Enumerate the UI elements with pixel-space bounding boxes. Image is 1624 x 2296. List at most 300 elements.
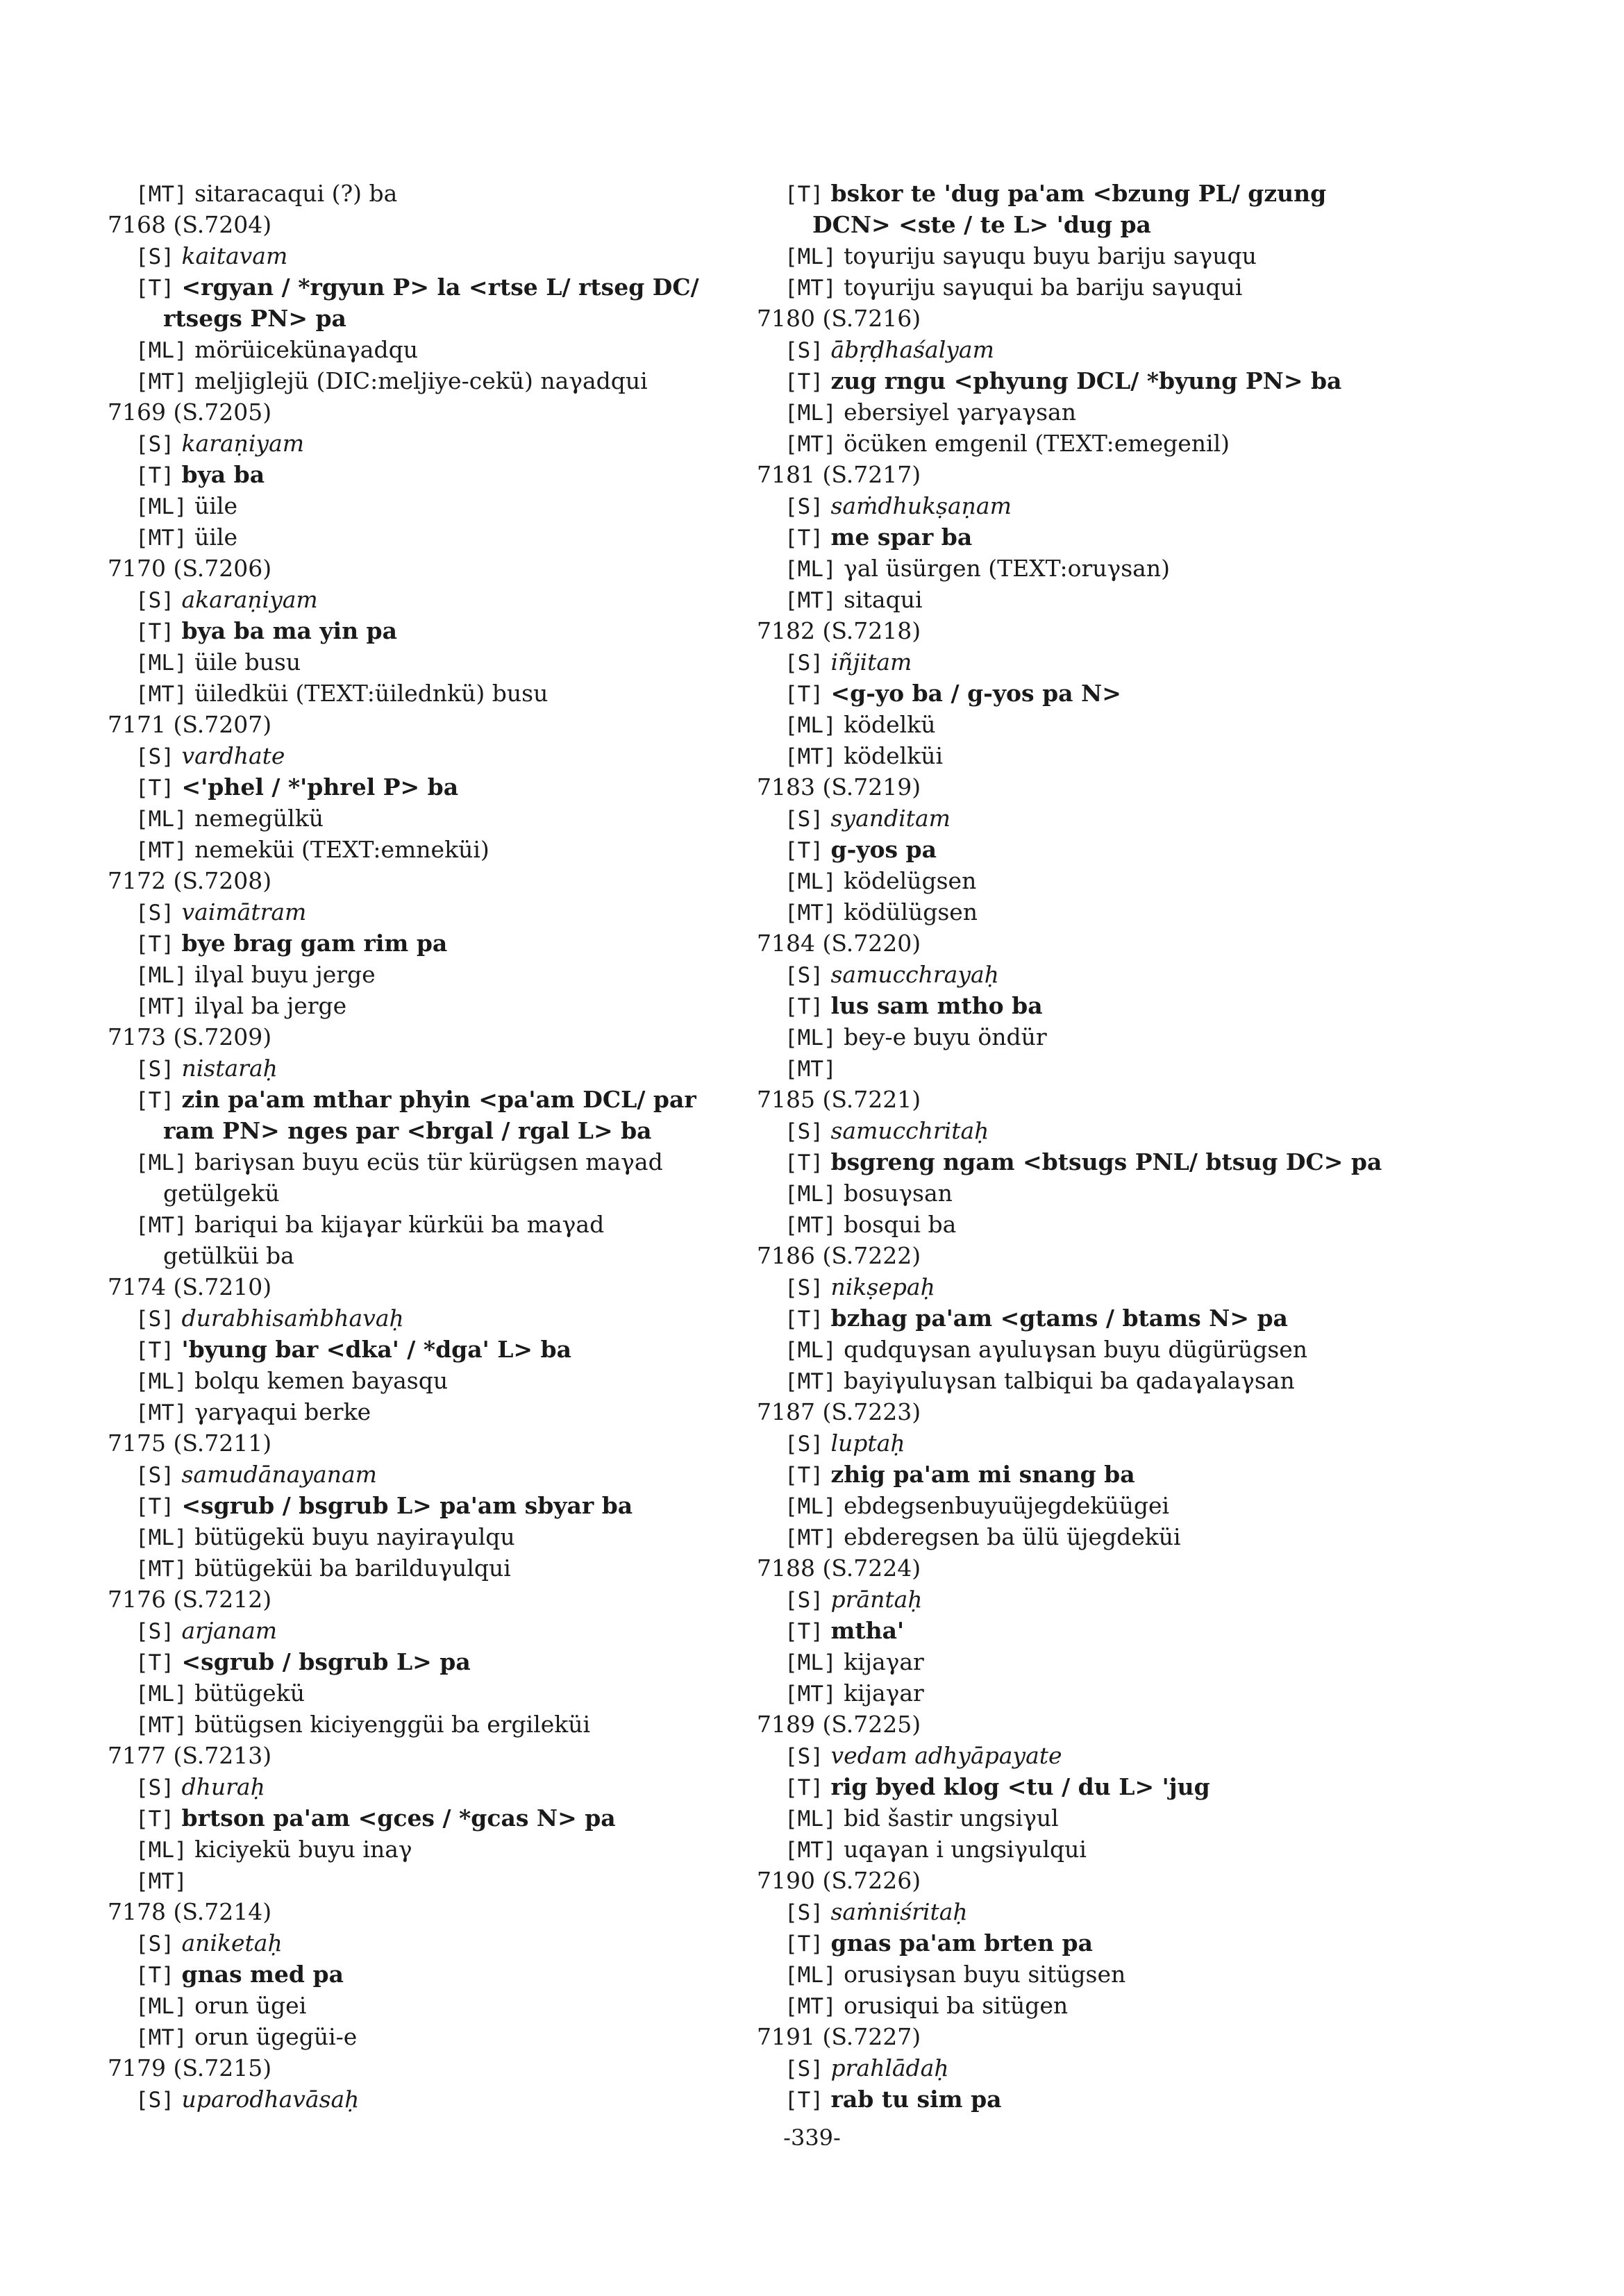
field-value: sitaracaqui (?) ba	[194, 180, 398, 207]
entry-field	[757, 1740, 1416, 1771]
entry-field	[757, 1802, 1416, 1834]
field-value: bey-e buyu öndür	[844, 1023, 1047, 1050]
field-value: orusiqui ba sitügen	[844, 1992, 1069, 2019]
entry-field	[757, 865, 1416, 896]
field-value: 7177 (S.7213)	[108, 1742, 272, 1769]
entry-field	[108, 740, 733, 771]
entry-number	[108, 1427, 733, 1459]
entry-number	[108, 1584, 733, 1615]
entry-field	[108, 1209, 733, 1240]
field-tag: [S]	[785, 1900, 823, 1925]
entry-field	[108, 1459, 733, 1490]
field-value: rtsegs PN> pa	[163, 305, 346, 332]
field-value: 7186 (S.7222)	[757, 1242, 921, 1269]
entry-number	[757, 459, 1416, 490]
entry-field	[108, 1834, 733, 1865]
field-value: zin pa'am mthar phyin <pa'am DCL/ par	[181, 1086, 696, 1113]
field-value: orusiγsan buyu sitügsen	[844, 1961, 1126, 1988]
entry-field	[757, 1178, 1416, 1209]
field-tag: [ML]	[785, 1025, 837, 1050]
entry-field	[757, 1615, 1416, 1646]
entry-field	[108, 1865, 733, 1896]
entry-field	[757, 1834, 1416, 1865]
field-value: 7188 (S.7224)	[757, 1555, 921, 1582]
field-tag: [MT]	[785, 276, 837, 301]
field-tag: [ML]	[785, 869, 837, 894]
field-value: nemegülkü	[194, 805, 324, 832]
field-value: <g-yo ba / g-yos pa N>	[830, 680, 1121, 707]
field-tag: [T]	[135, 276, 174, 301]
field-value: akaraṇiyam	[181, 586, 318, 613]
field-tag: [MT]	[135, 1400, 187, 1425]
field-tag: [S]	[135, 432, 174, 457]
field-tag: [ML]	[785, 713, 837, 738]
field-value: prahlādaḥ	[830, 2054, 949, 2081]
field-value: getülküi ba	[163, 1242, 294, 1269]
field-tag: [S]	[135, 588, 174, 613]
field-tag: [T]	[135, 619, 174, 644]
field-value: <'phel / *'phrel P> ba	[181, 773, 459, 801]
entry-field	[757, 1115, 1416, 1146]
entry-field	[108, 1302, 733, 1334]
entry-field	[108, 240, 733, 271]
field-value: γal üsürgen (TEXT:oruγsan)	[844, 555, 1170, 582]
entry-field	[108, 1709, 733, 1740]
entry-field	[757, 490, 1416, 521]
field-tag: [S]	[135, 1775, 174, 1800]
field-tag: [ML]	[135, 338, 187, 363]
entry-field	[108, 490, 733, 521]
entry-field	[757, 1302, 1416, 1334]
field-tag: [S]	[785, 807, 823, 832]
field-value: 7182 (S.7218)	[757, 617, 921, 644]
field-value: bütügekü	[194, 1679, 305, 1707]
field-tag: [MT]	[785, 1213, 837, 1238]
entry-field	[757, 1209, 1416, 1240]
field-tag: [MT]	[785, 1525, 837, 1550]
field-tag: [ML]	[135, 1838, 187, 1863]
field-value: 7175 (S.7211)	[108, 1430, 272, 1457]
field-value: mtha'	[830, 1617, 905, 1644]
field-tag: [S]	[135, 2088, 174, 2113]
entry-field	[757, 1677, 1416, 1709]
entry-field	[757, 1959, 1416, 1990]
field-tag: [ML]	[785, 1338, 837, 1363]
field-value: öcüken emgenil (TEXT:emegenil)	[844, 430, 1230, 457]
field-tag: [T]	[135, 932, 174, 957]
field-value: nikṣepaḥ	[830, 1273, 935, 1300]
entry-field	[757, 178, 1416, 209]
entry-number	[108, 1021, 733, 1053]
entry-continuation	[108, 1178, 733, 1209]
entry-field	[757, 271, 1416, 303]
field-value: ram PN> nges par <brgal / rgal L> ba	[163, 1117, 652, 1144]
field-value: üile	[194, 523, 238, 551]
entry-field	[108, 521, 733, 553]
field-value: γarγaqui berke	[194, 1398, 371, 1425]
entry-field	[757, 334, 1416, 365]
entry-number	[757, 1240, 1416, 1271]
field-tag: [T]	[135, 1807, 174, 1832]
field-tag: [S]	[785, 338, 823, 363]
entry-number	[108, 209, 733, 240]
field-tag: [S]	[785, 494, 823, 519]
entry-continuation	[757, 209, 1416, 240]
entry-field	[757, 896, 1416, 928]
entry-field	[108, 1521, 733, 1552]
entry-number	[108, 1896, 733, 1927]
field-tag: [T]	[135, 463, 174, 488]
field-tag: [S]	[785, 1744, 823, 1769]
entry-field	[757, 740, 1416, 771]
entry-field	[757, 1584, 1416, 1615]
field-value: rab tu sim pa	[830, 2086, 1002, 2113]
field-tag: [T]	[785, 1150, 823, 1175]
field-tag: [MT]	[135, 1557, 187, 1582]
field-tag: [MT]	[785, 1838, 837, 1863]
entry-field	[757, 1427, 1416, 1459]
field-value: bayiγuluγsan talbiqui ba qadaγalaγsan	[844, 1367, 1295, 1394]
field-tag: [ML]	[135, 1682, 187, 1707]
field-value: aniketaḥ	[181, 1929, 283, 1956]
field-tag: [S]	[135, 900, 174, 925]
field-value: bariqui ba kijaγar kürküi ba maγad	[194, 1211, 605, 1238]
field-value: bolqu kemen bayasqu	[194, 1367, 449, 1394]
field-tag: [ML]	[785, 401, 837, 426]
field-tag: [T]	[785, 369, 823, 394]
entry-field	[108, 1053, 733, 1084]
entry-field	[757, 678, 1416, 709]
field-tag: [ML]	[135, 494, 187, 519]
field-tag: [MT]	[785, 1682, 837, 1707]
field-value: vedam adhyāpayate	[830, 1742, 1062, 1769]
field-value: uqaγan i ungsiγulqui	[844, 1836, 1087, 1863]
field-tag: [S]	[785, 1119, 823, 1144]
entry-field	[757, 1459, 1416, 1490]
field-tag: [S]	[135, 1463, 174, 1488]
entry-field	[108, 428, 733, 459]
entry-field	[757, 1146, 1416, 1178]
field-value: nistaraḥ	[181, 1055, 278, 1082]
field-tag: [ML]	[785, 1807, 837, 1832]
entry-field	[108, 334, 733, 365]
field-value: üile	[194, 492, 238, 519]
field-value: 7168 (S.7204)	[108, 211, 272, 238]
field-value: uparodhavāsaḥ	[181, 2086, 360, 2113]
field-value: samucchrayaḥ	[830, 961, 999, 988]
entry-field	[757, 240, 1416, 271]
entry-continuation	[108, 1115, 733, 1146]
entry-field	[757, 803, 1416, 834]
field-value: gnas med pa	[181, 1961, 344, 1988]
field-tag: [ML]	[135, 1525, 187, 1550]
field-value: qudquγsan aγuluγsan buyu dügürügsen	[844, 1336, 1308, 1363]
field-value: bütügekü buyu nayiraγulqu	[194, 1523, 515, 1550]
entry-field	[108, 271, 733, 303]
entry-continuation	[108, 1240, 733, 1271]
field-value: 7178 (S.7214)	[108, 1898, 272, 1925]
field-value: <sgrub / bsgrub L> pa	[181, 1648, 471, 1675]
field-tag: [T]	[785, 1463, 823, 1488]
entry-number	[108, 1271, 733, 1302]
field-value: vardhate	[181, 742, 285, 769]
field-value: 7181 (S.7217)	[757, 461, 921, 488]
entry-field	[108, 990, 733, 1021]
entry-field	[108, 803, 733, 834]
entry-field	[757, 1896, 1416, 1927]
field-value: vaimātram	[181, 898, 307, 925]
entry-number	[108, 709, 733, 740]
entry-number	[108, 2052, 733, 2084]
field-tag: [T]	[785, 526, 823, 551]
entry-field	[108, 365, 733, 396]
field-tag: [MT]	[135, 1213, 187, 1238]
entry-field	[108, 2084, 733, 2115]
field-value: 7173 (S.7209)	[108, 1023, 272, 1050]
entry-field	[108, 1990, 733, 2021]
field-value: DCN> <ste / te L> 'dug pa	[812, 211, 1151, 238]
field-tag: [MT]	[135, 369, 187, 394]
field-tag: [ML]	[135, 1369, 187, 1394]
field-value: syanditam	[830, 805, 951, 832]
entry-field	[757, 1021, 1416, 1053]
field-value: dhuraḥ	[181, 1773, 265, 1800]
entry-number	[108, 865, 733, 896]
field-value: g-yos pa	[830, 836, 937, 863]
field-value: bsgreng ngam <btsugs PNL/ btsug DC> pa	[830, 1148, 1382, 1175]
field-tag: [MT]	[785, 744, 837, 769]
entry-field	[757, 365, 1416, 396]
field-value: 7170 (S.7206)	[108, 555, 272, 582]
field-tag: [S]	[135, 244, 174, 269]
entry-number	[757, 1709, 1416, 1740]
field-value: bosuγsan	[844, 1180, 953, 1207]
entry-field	[108, 1927, 733, 1959]
field-tag: [S]	[785, 1432, 823, 1457]
field-value: arjanam	[181, 1617, 278, 1644]
field-value: toγuriju saγuqu buyu bariju saγuqu	[844, 242, 1257, 269]
field-value: ilγal buyu jerge	[194, 961, 376, 988]
entry-field	[757, 396, 1416, 428]
entry-field	[757, 1271, 1416, 1302]
field-tag: [ML]	[785, 557, 837, 582]
field-value: 7184 (S.7220)	[757, 930, 921, 957]
field-tag: [ML]	[135, 651, 187, 676]
field-value: me spar ba	[830, 523, 973, 551]
field-tag: [T]	[785, 1775, 823, 1800]
field-value: bariγsan buyu ecüs tür kürügsen maγad	[194, 1148, 663, 1175]
field-tag: [ML]	[785, 1963, 837, 1988]
field-value: luptaḥ	[830, 1430, 905, 1457]
field-value: 7169 (S.7205)	[108, 399, 272, 426]
entry-field	[757, 2084, 1416, 2115]
entry-field	[757, 959, 1416, 990]
field-value: bya ba ma yin pa	[181, 617, 398, 644]
field-tag: [MT]	[785, 1057, 837, 1082]
field-tag: [ML]	[785, 1182, 837, 1207]
field-tag: [MT]	[135, 182, 187, 207]
field-tag: [MT]	[785, 1369, 837, 1394]
field-tag: [MT]	[785, 432, 837, 457]
entry-field	[757, 1990, 1416, 2021]
entry-field	[108, 834, 733, 865]
field-value: samudānayanam	[181, 1461, 377, 1488]
entry-field	[108, 1396, 733, 1427]
field-value: <rgyan / *rgyun P> la <rtse L/ rtseg DC/	[181, 274, 699, 301]
field-value: getülgekü	[163, 1180, 280, 1207]
field-value: durabhisaṁbhavaḥ	[181, 1305, 404, 1332]
field-value: bütügeküi ba barilduγulqui	[194, 1555, 511, 1582]
field-value: 7187 (S.7223)	[757, 1398, 921, 1425]
field-tag: [T]	[785, 182, 823, 207]
field-value: 7179 (S.7215)	[108, 2054, 272, 2081]
field-value: rig byed klog <tu / du L> 'jug	[830, 1773, 1210, 1800]
field-value: 7174 (S.7210)	[108, 1273, 272, 1300]
field-value: bye brag gam rim pa	[181, 930, 448, 957]
entry-field	[108, 1552, 733, 1584]
field-tag: [ML]	[135, 1994, 187, 2019]
field-tag: [T]	[785, 1619, 823, 1644]
entry-field	[757, 1334, 1416, 1365]
field-tag: [T]	[785, 838, 823, 863]
field-tag: [T]	[135, 1088, 174, 1113]
field-value: saṁniśritaḥ	[830, 1898, 968, 1925]
entry-field	[757, 1521, 1416, 1552]
field-value: nemeküi (TEXT:emneküi)	[194, 836, 489, 863]
field-tag: [S]	[135, 744, 174, 769]
field-value: ködelküi	[844, 742, 944, 769]
field-value: iñjitam	[830, 648, 912, 676]
field-tag: [T]	[135, 1963, 174, 1988]
field-tag: [S]	[785, 2056, 823, 2081]
entry-field	[108, 1146, 733, 1178]
field-value: orun ügei	[194, 1992, 307, 2019]
field-value: 7189 (S.7225)	[757, 1711, 921, 1738]
entry-number	[757, 1396, 1416, 1427]
entry-number	[757, 1865, 1416, 1896]
entry-field	[108, 678, 733, 709]
field-tag: [S]	[135, 1932, 174, 1956]
field-tag: [T]	[785, 2088, 823, 2113]
field-tag: [ML]	[135, 807, 187, 832]
field-value: kiciyekü buyu inaγ	[194, 1836, 412, 1863]
field-tag: [T]	[785, 994, 823, 1019]
field-tag: [MT]	[135, 682, 187, 707]
field-value: 7183 (S.7219)	[757, 773, 921, 801]
field-value: prāntaḥ	[830, 1586, 923, 1613]
field-tag: [T]	[135, 1494, 174, 1519]
entry-field	[108, 1334, 733, 1365]
field-tag: [S]	[785, 1275, 823, 1300]
field-value: ebderegsen ba ülü üjegdeküi	[844, 1523, 1181, 1550]
field-value: zug rngu <phyung DCL/ *byung PN> ba	[830, 367, 1342, 394]
field-tag: [T]	[135, 776, 174, 801]
field-tag: [S]	[785, 1588, 823, 1613]
entry-field	[108, 1084, 733, 1115]
field-value: kaitavam	[181, 242, 288, 269]
entry-number	[108, 1740, 733, 1771]
entry-continuation	[108, 303, 733, 334]
field-value: kijaγar	[844, 1679, 924, 1707]
entry-field	[108, 1646, 733, 1677]
field-value: 7176 (S.7212)	[108, 1586, 272, 1613]
entry-field	[108, 584, 733, 615]
field-tag: [T]	[785, 682, 823, 707]
field-tag: [MT]	[135, 1869, 187, 1894]
entry-number	[108, 553, 733, 584]
entry-number	[757, 615, 1416, 646]
field-value: bzhag pa'am <gtams / btams N> pa	[830, 1305, 1288, 1332]
field-tag: [MT]	[785, 1994, 837, 2019]
entry-field	[108, 1959, 733, 1990]
field-value: 7191 (S.7227)	[757, 2023, 921, 2050]
right-column	[757, 178, 1416, 2115]
field-value: meljiglejü (DIC:meljiye-cekü) naγadqui	[194, 367, 648, 394]
field-value: brtson pa'am <gces / *gcas N> pa	[181, 1804, 616, 1832]
field-tag: [ML]	[785, 1494, 837, 1519]
field-value: orun ügegüi-e	[194, 2023, 358, 2050]
field-tag: [MT]	[785, 588, 837, 613]
entry-field	[108, 928, 733, 959]
entry-field	[757, 1053, 1416, 1084]
field-tag: [MT]	[785, 900, 837, 925]
field-value: bosqui ba	[844, 1211, 957, 1238]
field-tag: [MT]	[135, 1713, 187, 1738]
entry-field	[757, 834, 1416, 865]
field-value: ködülügsen	[844, 898, 978, 925]
field-tag: [ML]	[785, 1650, 837, 1675]
field-tag: [MT]	[135, 994, 187, 1019]
entry-field	[757, 1646, 1416, 1677]
page-number: -339-	[783, 2125, 841, 2151]
entry-field	[108, 1771, 733, 1802]
field-value: 7190 (S.7226)	[757, 1867, 921, 1894]
field-value: <sgrub / bsgrub L> pa'am sbyar ba	[181, 1492, 633, 1519]
field-tag: [MT]	[135, 838, 187, 863]
field-value: ködelkü	[844, 711, 936, 738]
field-value: toγuriju saγuqui ba bariju saγuqui	[844, 274, 1243, 301]
entry-field	[757, 1927, 1416, 1959]
entry-field	[757, 1771, 1416, 1802]
entry-field	[757, 428, 1416, 459]
entry-number	[108, 396, 733, 428]
field-value: kijaγar	[844, 1648, 924, 1675]
field-tag: [T]	[135, 1650, 174, 1675]
entry-number	[757, 928, 1416, 959]
field-value: sitaqui	[844, 586, 923, 613]
entry-field	[108, 1677, 733, 1709]
entry-field	[757, 2052, 1416, 2084]
field-value: üiledküi (TEXT:üilednkü) busu	[194, 680, 549, 707]
entry-field	[757, 1490, 1416, 1521]
field-value: ilγal ba jerge	[194, 992, 347, 1019]
entry-number	[757, 303, 1416, 334]
field-tag: [S]	[785, 651, 823, 676]
field-value: bskor te 'dug pa'am <bzung PL/ gzung	[830, 180, 1327, 207]
field-tag: [T]	[785, 1932, 823, 1956]
field-value: 7171 (S.7207)	[108, 711, 272, 738]
field-value: mörüicekünaγadqu	[194, 336, 418, 363]
field-value: ebdegsenbuyuüjegdeküügei	[844, 1492, 1170, 1519]
left-column	[108, 178, 733, 2115]
field-value: karaṇiyam	[181, 430, 305, 457]
entry-field	[108, 178, 733, 209]
field-tag: [S]	[135, 1057, 174, 1082]
field-value: 7185 (S.7221)	[757, 1086, 921, 1113]
field-tag: [T]	[785, 1307, 823, 1332]
entry-field	[757, 646, 1416, 678]
field-tag: [T]	[135, 1338, 174, 1363]
